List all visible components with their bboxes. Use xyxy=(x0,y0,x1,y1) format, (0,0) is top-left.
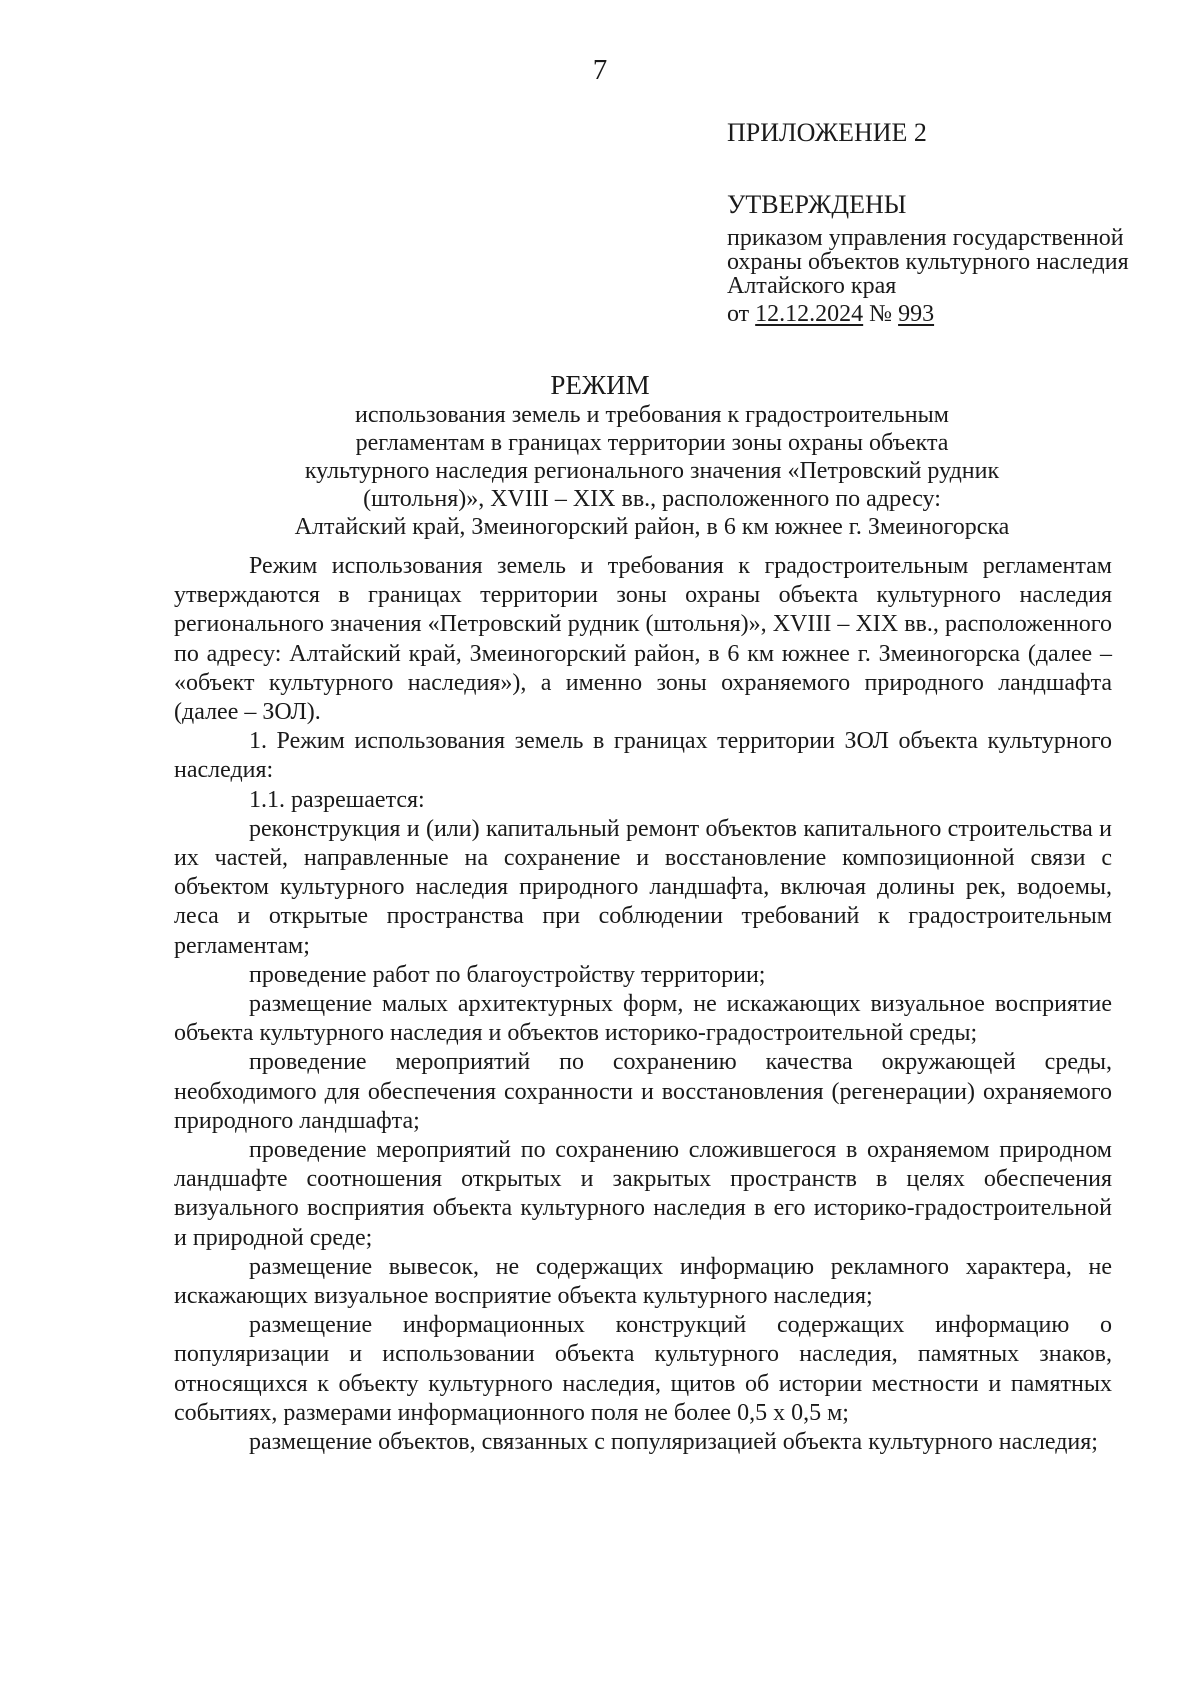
subtitle-line: культурного наследия регионального значения «Петровский рудник xyxy=(304,458,1000,484)
subtitle-line: регламентам в границах территории зоны охраны объекта xyxy=(355,430,949,456)
approval-number: 993 xyxy=(898,301,935,327)
paragraph-item: размещение малых архитектурных форм, не искажающих визуальное восприятие объекта культурного наследия и объектов историко-градостроительной среды; xyxy=(174,991,1112,1047)
page-number: 7 xyxy=(592,54,608,86)
approval-date: 12.12.2024 xyxy=(755,301,864,327)
paragraph-item: размещение объектов, связанных с популяризацией объекта культурного наследия; xyxy=(249,1429,1098,1456)
paragraph-subsection-1-1: 1.1. разрешается: xyxy=(249,786,425,813)
number-sign: № xyxy=(869,301,893,327)
document-title: РЕЖИМ xyxy=(550,370,650,400)
document-subtitle xyxy=(252,401,1052,541)
paragraph-intro: Режим использования земель и требования к градостроительным регламентам утверждаются в границах территории зоны охраны объекта культурного наследия регионального значения «Петровский рудник (штольня)», XVIII – XIX вв., расположенного по адресу: Алтайский край, Змеиногорский район, в 6 км южнее г. Змеиногорска (далее – «объект культурного наследия»), а именно зоны охраняемого природного ландшафта (далее – ЗОЛ). xyxy=(174,553,1112,726)
paragraph-item: проведение работ по благоустройству территории; xyxy=(249,961,766,988)
subtitle-line: (штольня)», XVIII – XIX вв., расположенного по адресу: xyxy=(363,486,941,512)
subtitle-line: Алтайский край, Змеиногорский район, в 6 км южнее г. Змеиногорска xyxy=(294,514,1010,540)
approved-label: УТВЕРЖДЕНЫ xyxy=(727,190,907,219)
approval-body: приказом управления государственной охраны объектов культурного наследия Алтайского края xyxy=(727,225,1129,299)
approval-date-line xyxy=(727,302,1147,326)
date-prefix: от xyxy=(727,301,750,327)
paragraph-item: размещение информационных конструкций содержащих информацию о популяризации и использовании объекта культурного наследия, памятных знаков, относящихся к объекту культурного наследия, щитов об истории местности и памятных событиях, размерами информационного поля не более 0,5 х 0,5 м; xyxy=(174,1312,1112,1426)
subtitle-line: использования земель и требования к градостроительным xyxy=(355,402,949,428)
paragraph-item: размещение вывесок, не содержащих информацию рекламного характера, не искажающих визуальное восприятие объекта культурного наследия; xyxy=(174,1253,1112,1310)
appendix-label: ПРИЛОЖЕНИЕ 2 xyxy=(727,118,927,147)
approval-block xyxy=(727,118,1147,326)
paragraph-item: реконструкция и (или) капитальный ремонт объектов капитального строительства и их частей, направленные на сохранение и восстановление композиционной связи с объектом культурного наследия природного ландшафта, включая долины рек, водоемы, леса и открытые пространства при соблюдении требований к градостроительным регламентам; xyxy=(174,815,1112,959)
paragraph-item: проведение мероприятий по сохранению сложившегося в охраняемом природном ландшафте соотношения открытых и закрытых пространств в целях обеспечения визуального восприятия объекта культурного наследия в его историко-градостроительной и природной среде; xyxy=(174,1137,1112,1251)
document-body xyxy=(174,552,1112,1457)
paragraph-section-1: 1. Режим использования земель в границах территории ЗОЛ объекта культурного наследия: xyxy=(174,728,1112,784)
paragraph-item: проведение мероприятий по сохранению качества окружающей среды, необходимого для обеспечения сохранности и восстановления (регенерации) охраняемого природного ландшафта; xyxy=(174,1049,1112,1134)
